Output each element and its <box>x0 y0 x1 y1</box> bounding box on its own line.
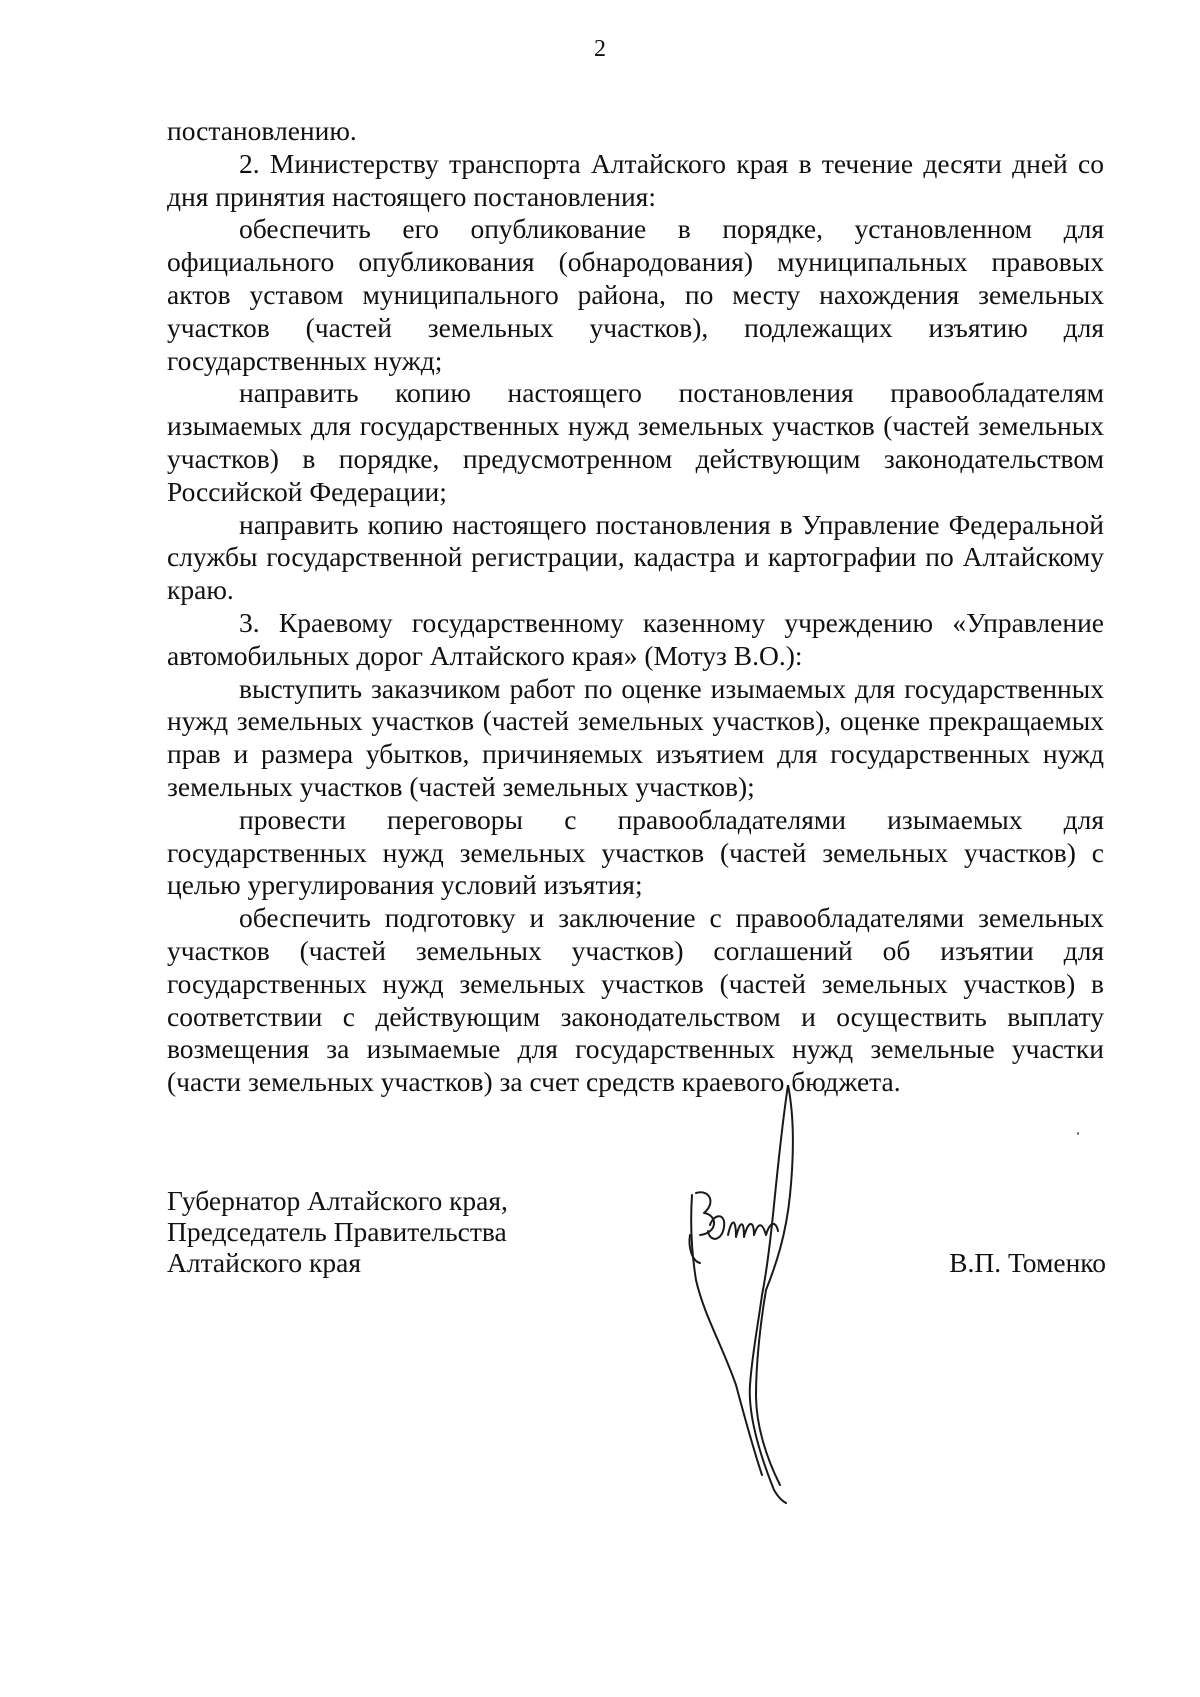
signatory-title-line: Алтайского края <box>167 1247 361 1278</box>
paragraph: провести переговоры с правообладателями изымаемых для государственных нужд земельных участков (частей земельных участков) с целью урегулирования условий изъятия; <box>167 803 1104 901</box>
scan-speck <box>1077 1132 1079 1135</box>
paragraph: постановлению. <box>167 115 357 146</box>
paragraph: 3. Краевому государственному казенному учреждению «Управление автомобильных дорог Алтайского края» (Мотуз В.О.): <box>167 606 1104 671</box>
paragraph: обеспечить его опубликование в порядке, установленном для официального опубликования (обнародования) муниципальных правовых актов уставом муниципального района, по месту нахождения земельных участков (частей земельных участков), подлежащих изъятию для государственных нужд; <box>167 213 1104 376</box>
signatory-title <box>167 1185 508 1278</box>
signatory-title-line: Председатель Правительства <box>167 1216 507 1247</box>
signatory-name: В.П. Томенко <box>949 1247 1106 1278</box>
signatory-title-line: Губернатор Алтайского края, <box>167 1185 508 1216</box>
paragraph: обеспечить подготовку и заключение с правообладателями земельных участков (частей земельных участков) соглашений об изъятии для государственных нужд земельных участков (частей земельных участков) в соответствии с действующим законодательством и осуществить выплату возмещения за изымаемые для государственных нужд земельные участки (части земельных участков) за счет средств краевого бюджета. <box>167 902 1104 1098</box>
paragraph: выступить заказчиком работ по оценке изымаемых для государственных нужд земельных участков (частей земельных участков), оценке прекращаемых прав и размера убытков, причиняемых изъятием для государственных нужд земельных участков (частей земельных участков); <box>167 672 1104 802</box>
document-body <box>167 115 1104 1099</box>
paragraph: 2. Министерству транспорта Алтайского края в течение десяти дней со дня принятия настоящего постановления: <box>167 147 1104 212</box>
page-number: 2 <box>594 36 606 62</box>
paragraph: направить копию настоящего постановления правообладателям изымаемых для государственных нужд земельных участков (частей земельных участков) в порядке, предусмотренном действующим законодательством Российской Федерации; <box>167 377 1104 507</box>
handwritten-signature <box>670 1085 830 1505</box>
paragraph: направить копию настоящего постановления в Управление Федеральной службы государственной регистрации, кадастра и картографии по Алтайскому краю. <box>167 508 1104 606</box>
